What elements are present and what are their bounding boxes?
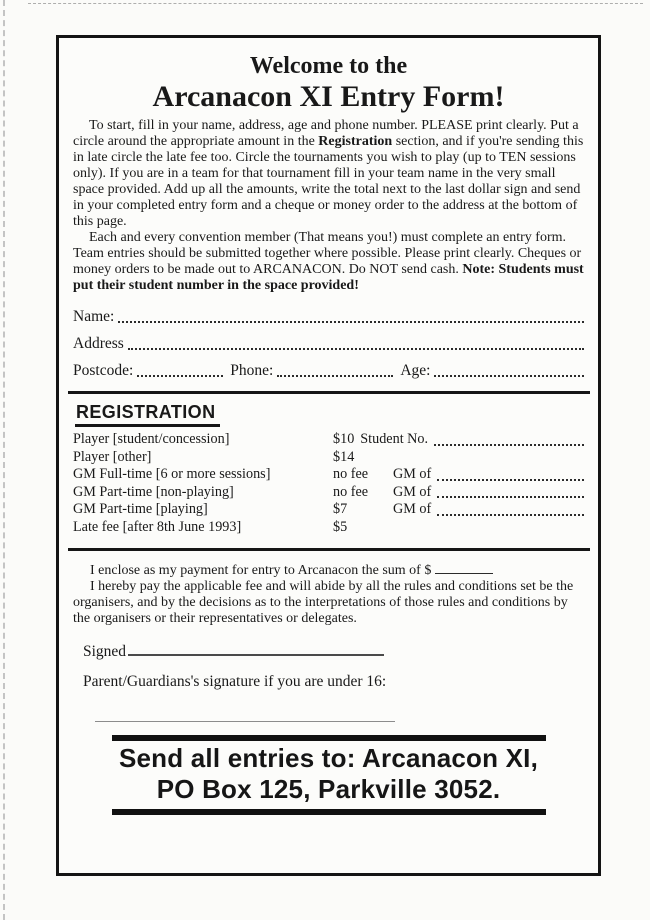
- banner-bottom-bar: [112, 809, 546, 815]
- registration-row-gm-parttime-playing: [73, 501, 584, 519]
- registration-row-other: [73, 449, 584, 467]
- send-entries-line1: Send all entries to: Arcanacon XI,: [118, 743, 539, 774]
- registration-row-label: Player [other]: [73, 448, 152, 465]
- name-label: Name:: [73, 308, 115, 325]
- signed-row: [83, 643, 584, 661]
- payment-enclose-text: I enclose as my payment for entry to Arcanacon the sum of $: [90, 562, 432, 578]
- registration-row-fee: $5: [333, 518, 348, 535]
- registration-row-extra-label: Student No.: [360, 431, 429, 447]
- gm-of-fill-line: [437, 479, 584, 481]
- intro-paragraph-2: [73, 230, 584, 294]
- intro-p2-bold: Note: Students must put their student number in the space provided!: [73, 262, 584, 293]
- registration-row-label: Late fee [after 8th June 1993]: [73, 518, 242, 535]
- page-title-line2: Arcanacon XI Entry Form!: [152, 80, 505, 113]
- page-title-line1: Welcome to the: [249, 53, 408, 79]
- send-entries-line2: PO Box 125, Parkville 3052.: [156, 774, 501, 805]
- entry-form-page: [56, 35, 601, 876]
- registration-row-extra-label: GM of: [393, 501, 432, 518]
- registration-row-student: [73, 431, 584, 449]
- name-fill-line: [118, 321, 584, 323]
- payment-agreement-text: I hereby pay the applicable fee and will abide by all the rules and conditions set be the organisers, and by the decisions as to the interpretations of those rules and conditions by the organisers or their representatives or delegates.: [73, 578, 574, 627]
- gm-of-fill-line: [437, 514, 584, 516]
- postcode-fill-line: [137, 375, 223, 377]
- gm-of-fill-line: [437, 496, 584, 498]
- registration-row-gm-fulltime: [73, 466, 584, 484]
- postcode-label: Postcode:: [73, 362, 134, 379]
- address-field-row: [73, 326, 584, 353]
- registration-row-gm-parttime-nonplaying: [73, 484, 584, 502]
- registration-table: [73, 431, 584, 537]
- postcode-phone-age-row: [73, 353, 584, 380]
- signed-label: Signed: [83, 643, 127, 661]
- intro-p2-text: Each and every convention member (That means you!) must complete an entry form. Team entries should be submitted together where possible. Please print clearly. Cheques or money orders to be made out to ARCANACON. Do NOT send cash.: [73, 230, 582, 277]
- scan-artifact-top-dashes: [28, 3, 643, 4]
- intro-p1-bold: Registration: [318, 134, 393, 149]
- contact-fields: [73, 299, 584, 380]
- registration-row-fee: $14: [333, 448, 355, 465]
- registration-heading: REGISTRATION: [75, 402, 220, 427]
- registration-row-label: GM Part-time [playing]: [73, 501, 208, 518]
- signed-fill-line: [128, 654, 384, 656]
- phone-label: Phone:: [230, 362, 274, 379]
- parent-guardian-line: Parent/Guardians's signature if you are under 16:: [83, 673, 387, 691]
- registration-row-label: GM Part-time [non-playing]: [73, 483, 234, 500]
- registration-row-extra-label: GM of: [393, 466, 432, 483]
- address-fill-line: [128, 348, 584, 350]
- registration-row-label: GM Full-time [6 or more sessions]: [73, 466, 271, 483]
- payment-enclose-line: [73, 563, 584, 579]
- age-fill-line: [434, 375, 584, 377]
- student-number-fill-line: [434, 444, 584, 446]
- age-label: Age:: [400, 362, 431, 379]
- intro-p1-text: To start, fill in your name, address, age and phone number. PLEASE print clearly. Put a circle around the appropriate amount in the: [73, 118, 579, 149]
- address-label: Address: [73, 335, 124, 352]
- name-field-row: [73, 299, 584, 326]
- registration-row-fee: no fee: [333, 466, 369, 483]
- phone-fill-line: [277, 375, 393, 377]
- intro-p1-text-after: section, and if you're sending this in late circle the late fee too. Circle the tournaments you wish to play (up to TEN sessions only). If you are in a team for that tournament fill in your team name in the very small space provided. Add up all the amounts, write the total next to the last dollar sign and send in your completed entry form and a cheque or money order to the address at the bottom of this page.: [73, 134, 584, 229]
- payment-sum-fill-line: [435, 573, 493, 574]
- registration-row-late-fee: [73, 519, 584, 537]
- divider-above-payment: [68, 548, 590, 551]
- send-entries-banner: [73, 735, 584, 815]
- banner-top-bar: [112, 735, 546, 741]
- registration-row-fee: $7: [333, 501, 348, 518]
- registration-row-fee: no fee: [333, 483, 369, 500]
- intro-paragraph-1: [73, 118, 584, 230]
- registration-row-label: Player [student/concession]: [73, 431, 230, 447]
- guardian-signature-fill-line: [95, 721, 395, 722]
- registration-row-extra-label: GM of: [393, 483, 432, 500]
- scan-artifact-left-line: [3, 0, 5, 920]
- registration-row-fee: $10: [333, 431, 355, 447]
